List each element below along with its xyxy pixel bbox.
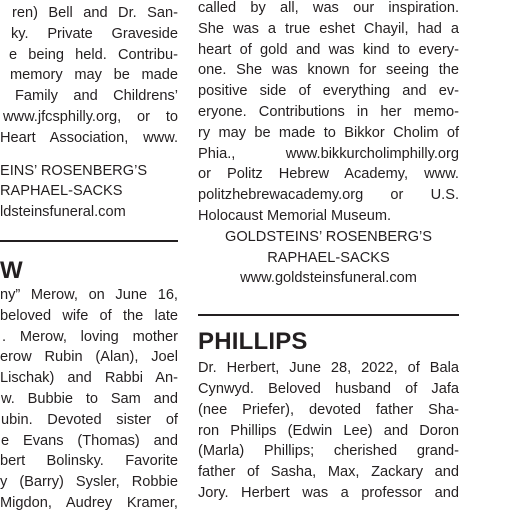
left-obituary-body — [0, 285, 178, 514]
text-line: y (Barry) Sysler, Robbie — [0, 474, 178, 491]
text-line: Family and Childrens’ — [15, 88, 178, 105]
text-line: ky. Private Graveside — [11, 25, 178, 42]
text-line: father of Sasha, Max, Zackary and — [198, 464, 459, 481]
text-line: (nee Priefer), devoted father Sha- — [198, 401, 459, 418]
text-line: ron Phillips (Edwin Lee) and Doron — [198, 422, 459, 439]
section-divider — [198, 314, 459, 316]
right-funeral-home — [198, 227, 459, 289]
text-line: www.jfcsphilly.org, or to — [3, 108, 178, 125]
text-line: ny” Merow, on June 16, — [0, 286, 178, 303]
funeral-home-name: RAPHAEL-SACKS — [267, 249, 390, 266]
text-line: beloved wife of the late — [0, 307, 178, 324]
funeral-home-name: GOLDSTEINS’ ROSENBERG’S — [224, 228, 433, 245]
section-divider — [0, 240, 178, 242]
text-line: Heart Association, www. — [0, 129, 178, 146]
text-line: heart of gold and was kind to every- — [198, 41, 459, 58]
text-line: w. Bubbie to Sam and — [1, 390, 178, 407]
obituary-heading: W — [0, 256, 23, 284]
text-line: Lischak) and Rabbi An- — [0, 370, 178, 387]
text-line: positive side of everything and ev- — [198, 83, 459, 100]
text-line: memory may be made — [10, 67, 178, 84]
text-line: Holocaust Memorial Museum. — [198, 207, 392, 224]
text-line: Jory. Herbert was a professor and — [198, 484, 459, 501]
text-line: ry may be made to Bikkor Cholim of — [198, 124, 459, 141]
text-line: eryone. Contributions in her memo- — [198, 103, 459, 120]
text-line: called by all, was our inspiration. — [198, 0, 459, 16]
left-obituary-tail — [0, 3, 178, 149]
text-line: She was a true eshet Chayil, had a — [198, 20, 459, 37]
text-line: Dr. Herbert, June 28, 2022, of Bala — [198, 360, 459, 377]
text-line: ren) Bell and Dr. San- — [12, 5, 178, 21]
funeral-home-website: ldsteinsfuneral.com — [0, 204, 126, 221]
funeral-home-name: EINS’ ROSENBERG’S — [0, 162, 148, 179]
obituary-heading: PHILLIPS — [198, 328, 308, 356]
text-line: . Merow, loving mother — [2, 328, 178, 345]
right-column — [198, 0, 459, 504]
text-line: e being held. Contribu- — [9, 46, 178, 63]
text-line: erow Rubin (Alan), Joel — [0, 349, 178, 366]
text-line: e Evans (Thomas) and — [1, 432, 178, 449]
left-funeral-home — [0, 161, 178, 223]
text-line: Phia., www.bikkurcholimphilly.org — [198, 145, 459, 162]
right-obituary-body — [198, 0, 459, 227]
text-line: one. She was known for seeing the — [198, 62, 459, 79]
left-column — [0, 3, 178, 514]
text-line: or Politz Hebrew Academy, www. — [198, 166, 459, 183]
text-line: Cynwyd. Beloved husband of Jafa — [198, 380, 459, 397]
text-line: Migdon, Audrey Kramer, — [0, 494, 178, 511]
text-line: bert Bolinsky. Favorite — [0, 453, 178, 470]
funeral-home-website: www.goldsteinsfuneral.com — [240, 270, 417, 287]
text-line: politzhebrewacademy.org or U.S. — [198, 187, 459, 204]
text-line: (Marla) Phillips; cherished grand- — [198, 443, 459, 460]
right-obituary-2-body — [198, 358, 459, 504]
funeral-home-name: RAPHAEL-SACKS — [0, 183, 123, 200]
text-line: ubin. Devoted sister of — [1, 411, 178, 428]
